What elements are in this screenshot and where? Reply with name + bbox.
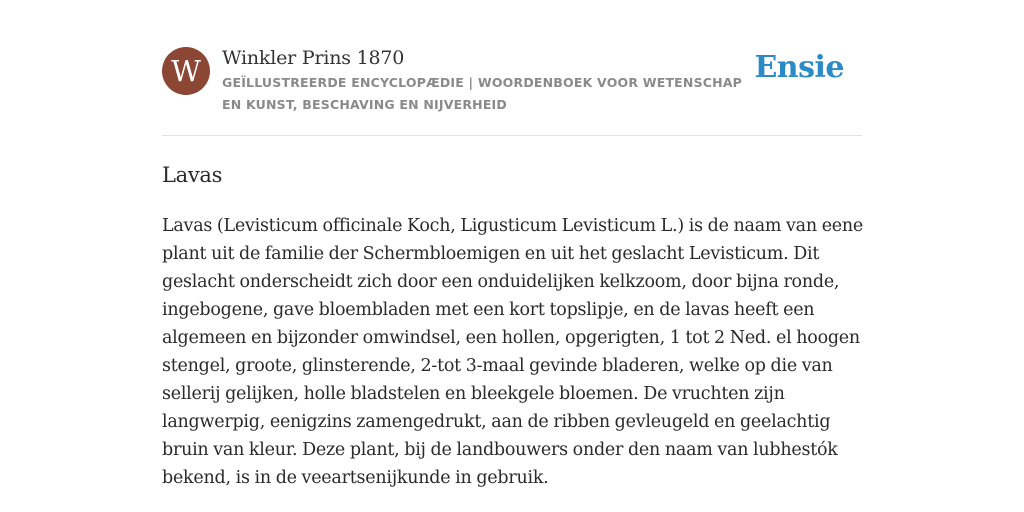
ensie-logo-link[interactable]: Ensie <box>754 50 844 85</box>
source-title[interactable]: Winkler Prins 1870 <box>222 47 405 69</box>
header-divider <box>162 135 862 136</box>
entry-body: Lavas (Levisticum officinale Koch, Ligusticum Levisticum L.) is de naam van eene plant uit de familie der Schermbloemigen en uit het geslacht Levisticum. Dit geslacht onderscheidt zich door een onduidelijken kelkzoom, door bijna ronde, ingebogene, gave bloembladen met een kort topslipje, en de lavas heeft een algemeen en bijzonder omwindsel, een hollen, opgerigten, 1 tot 2 Ned. el hoogen stengel, groote, glinsterende, 2-tot 3-maal gevinde bladeren, welke op die van sellerij gelijken, holle bladstelen en bleekgele bloemen. De vruchten zijn langwerpig, eenigzins zamengedrukt, aan de ribben gevleugeld en geelachtig bruin van kleur. Deze plant, bij de landbouwers onder den naam van lubhestók bekend, is in de veeartsenijkunde in gebruik. <box>162 216 864 488</box>
entry-title: Lavas <box>162 163 223 187</box>
source-avatar[interactable]: W <box>162 47 210 95</box>
source-header <box>162 44 862 136</box>
source-subtitle: GEÏLLUSTREERDE ENCYCLOPÆDIE | WOORDENBOEK VOOR WETENSCHAP EN KUNST, BESCHAVING EN NIJVERHEID <box>222 75 743 112</box>
